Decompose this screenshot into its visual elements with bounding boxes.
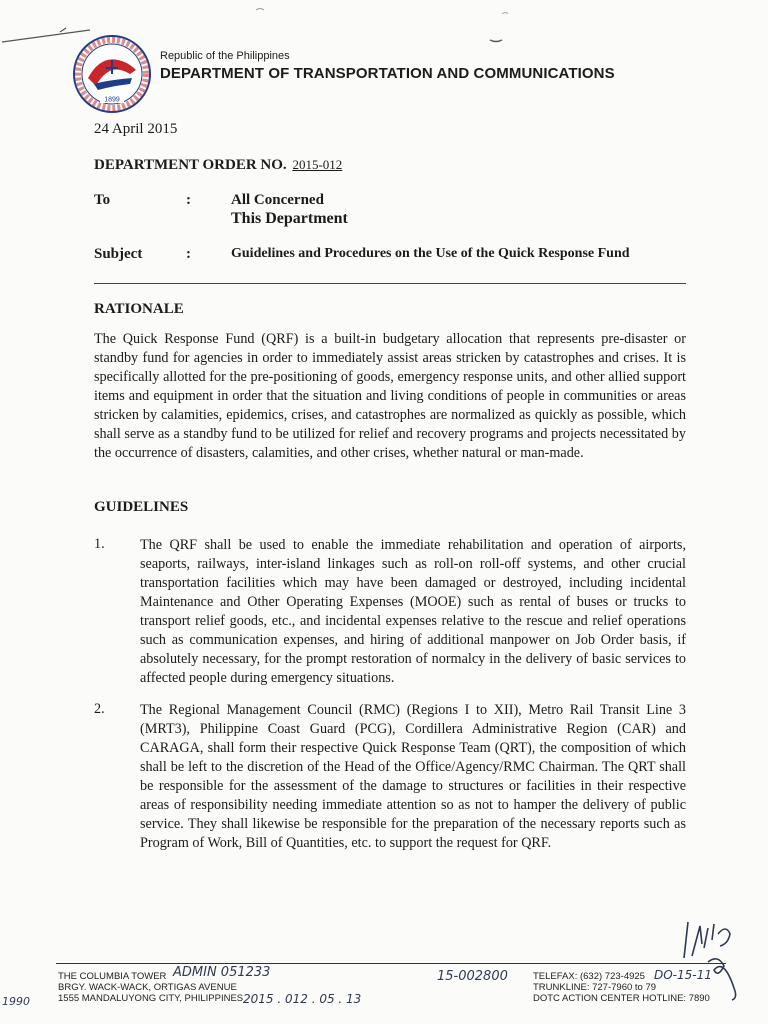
subject-colon: :	[186, 246, 191, 262]
subject-label: Subject	[94, 246, 143, 262]
order-label: DEPARTMENT ORDER NO.	[94, 157, 287, 173]
guideline-number-2: 2.	[94, 701, 105, 717]
handwritten-margin-number: 1990	[2, 995, 30, 1008]
to-line-2: This Department	[231, 210, 348, 227]
republic-label: Republic of the Philippines	[160, 50, 290, 62]
footer-divider	[56, 963, 726, 964]
subject-text: Guidelines and Procedures on the Use of the Quick Response Fund	[231, 246, 630, 261]
scan-tick-marks	[240, 0, 540, 50]
to-line-1: All Concerned	[231, 192, 324, 208]
footer-address-line-1: THE COLUMBIA TOWER	[58, 971, 167, 982]
rationale-body: The Quick Response Fund (QRF) is a built-in budgetary allocation that represents pre-disaster or standby fund for agencies in order to immediately assist areas stricken by catastrophes and crises. It is specifically allotted for the pre-positioning of goods, emergency response units, and other allied support items and equipment in order that the situation and living conditions of people in communities or areas stricken by calamities, epidemics, crises, and catastrophes are normalized as quickly as possible, which shall serve as a standby fund to be utilized for relief and recovery programs and projects necessitated by the occurrence of disasters, calamities, and other crises, whether natural or man-made.	[94, 331, 686, 461]
header-divider	[94, 283, 686, 284]
guideline-text-1: The QRF shall be used to enable the immediate rehabilitation and operation of airports, seaports, railways, inter-island linkages such as roll-on roll-off systems, and other crucial transportation facilities which may have been damaged or destroyed, including incidental Maintenance and Other Operating Expenses (MOOE) such as rental of buses or trucks to transport relief goods, etc., and incidental expenses relative to the rescue and relief operations such as communication expenses, and hiring of additional manpower on Job Order basis, if absolutely necessary, for the prompt restoration of normalcy in the delivery of basic services to affected people during emergency situations.	[140, 537, 686, 686]
dotc-seal-logo	[72, 34, 152, 114]
footer-address-line-3: 1555 MANDALUYONG CITY, PHILIPPINES	[58, 993, 244, 1004]
guidelines-heading: GUIDELINES	[94, 499, 189, 515]
department-name: DEPARTMENT OF TRANSPORTATION AND COMMUNICATIONS	[160, 65, 615, 82]
rationale-heading: RATIONALE	[94, 301, 184, 317]
order-title	[94, 157, 342, 174]
order-date: 24 April 2015	[94, 121, 178, 137]
to-colon: :	[186, 192, 191, 208]
footer-contact-line-1: TELEFAX: (632) 723-4925	[533, 971, 645, 982]
footer-contact-line-2: TRUNKLINE: 727-7960 to 79	[533, 982, 657, 993]
handwritten-control-number: 15-002800	[437, 969, 508, 984]
handwritten-routing-number: 2015 . 012 . 05 . 13	[243, 992, 362, 1006]
order-number: 2015-012	[292, 157, 343, 172]
to-label: To	[94, 192, 111, 208]
guideline-number-1: 1.	[94, 536, 105, 552]
footer-contact-line-3: DOTC ACTION CENTER HOTLINE: 7890	[533, 993, 710, 1004]
handwritten-ref-stamp: ADMIN 051233	[173, 965, 271, 980]
handwritten-do-number: DO-15-11	[654, 968, 712, 982]
seal-year: 1899	[104, 96, 120, 104]
footer-address-line-2: BRGY. WACK-WACK, ORTIGAS AVENUE	[58, 982, 237, 993]
guideline-text-2: The Regional Management Council (RMC) (Regions I to XII), Metro Rail Transit Line 3 (MRT3), Philippine Coast Guard (PCG), Cordillera Administrative Region (CAR) and CARAGA, shall form their respective Quick Response Team (QRT), the composition of which shall be left to the discretion of the Head of the Office/Agency/RMC Chairman. The QRT shall be responsible for the assessment of the damage to structures or facilities in their respective areas of responsibility needing immediate attention so as not to hamper the delivery of public service. They shall likewise be responsible for the preparation of the necessary reports such as Program of Work, Bill of Quantities, etc. to support the request for QRF.	[140, 702, 686, 851]
